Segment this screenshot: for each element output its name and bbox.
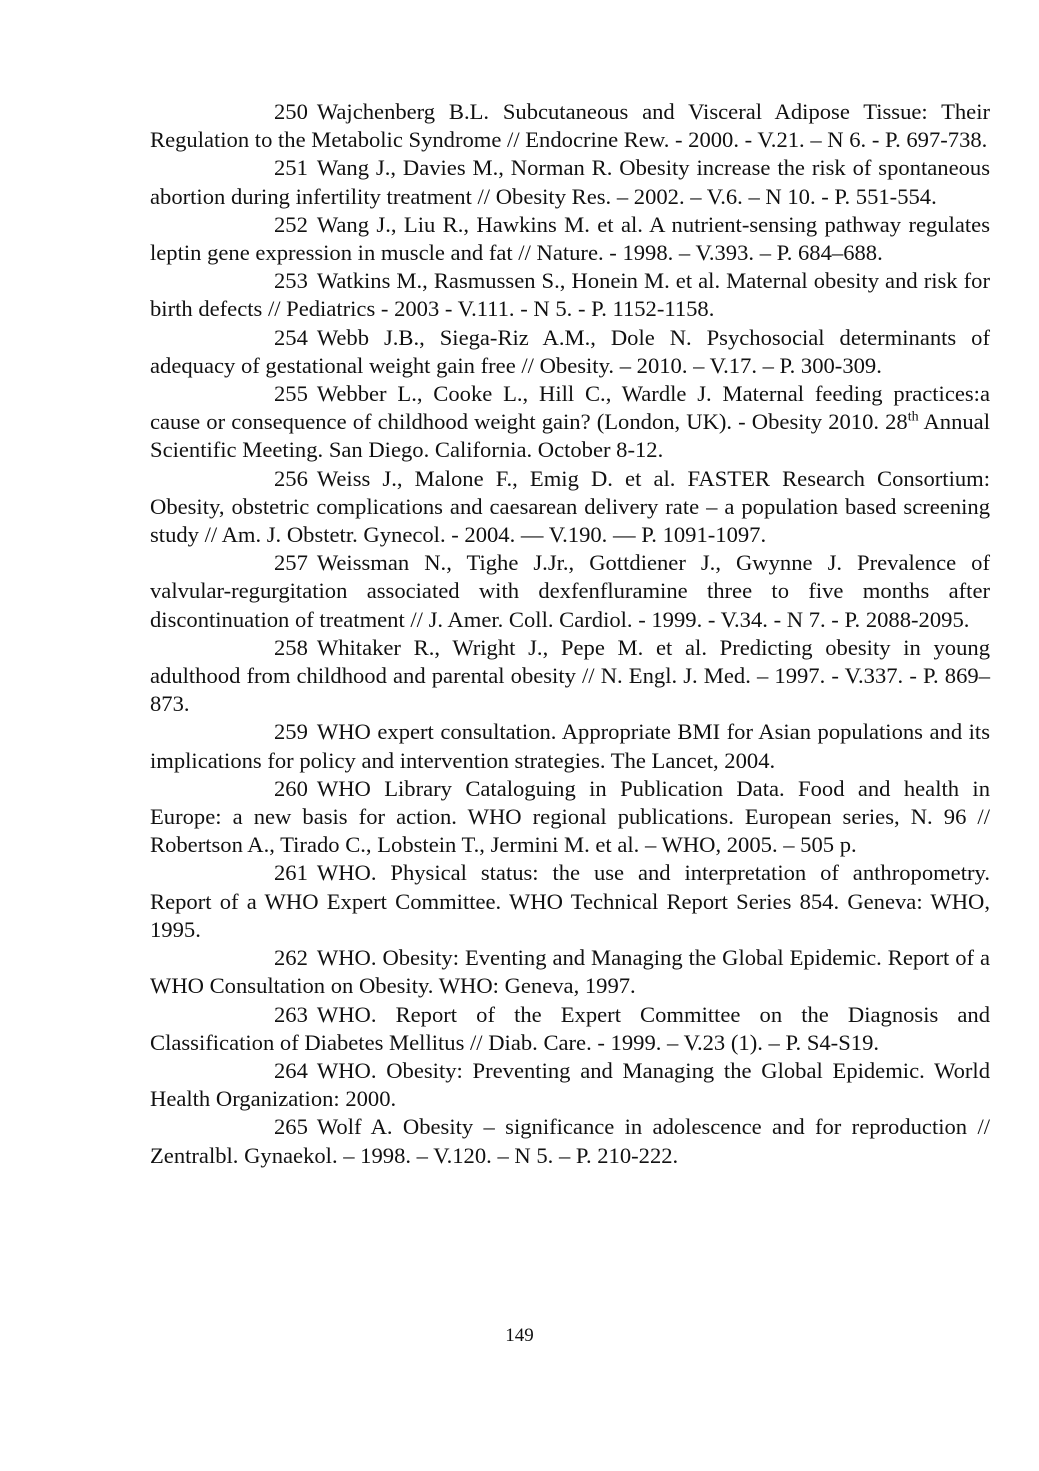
reference-item-261 xyxy=(150,859,990,944)
reference-text: WHO. Physical status: the use and interpretation of anthropometry. Report of a WHO Expert Committee. WHO Technical Report Series 854. Geneva: WHO, 1995. xyxy=(150,860,990,942)
reference-item-263 xyxy=(150,1001,990,1057)
reference-superscript: th xyxy=(907,409,919,425)
reference-number: 252 xyxy=(274,211,308,237)
page-number: 149 xyxy=(505,1325,534,1346)
reference-number: 259 xyxy=(274,719,308,745)
reference-text-tail: Annual Scientific Meeting. San Diego. California. October 8-12. xyxy=(150,409,990,463)
reference-text: Webber L., Cooke L., Hill C., Wardle J. Maternal feeding practices:a cause or consequence of childhood weight gain? (London, UK). - Obesity 2010. 28 xyxy=(150,381,990,435)
reference-item-253 xyxy=(150,267,990,323)
reference-number: 258 xyxy=(274,634,308,660)
reference-item-256 xyxy=(150,465,990,550)
reference-item-262 xyxy=(150,944,990,1000)
reference-text: Wang J., Liu R., Hawkins M. et al. A nutrient-sensing pathway regulates leptin gene expression in muscle and fat // Nature. - 1998. – V.393. – P. 684–688. xyxy=(150,211,990,266)
reference-item-252 xyxy=(150,211,990,267)
reference-item-257 xyxy=(150,549,990,634)
reference-number: 255 xyxy=(274,381,308,407)
reference-text: Wang J., Davies M., Norman R. Obesity increase the risk of spontaneous abortion during infertility treatment // Obesity Res. – 2002. – V.6. – N 10. - P. 551-554. xyxy=(150,155,990,209)
reference-number: 251 xyxy=(274,155,308,181)
reference-number: 261 xyxy=(274,860,308,886)
reference-text: WHO. Report of the Expert Committee on the Diagnosis and Classification of Diabetes Mellitus // Diab. Care. - 1999. – V.23 (1). – P. S4-S19. xyxy=(150,1001,990,1055)
reference-list xyxy=(150,98,990,1170)
reference-item-250 xyxy=(150,98,990,154)
reference-text: Wolf A. Obesity – significance in adolescence and for reproduction // Zentralbl. Gynaekol. – 1998. – V.120. – N 5. – P. 210-222. xyxy=(150,1114,990,1168)
reference-number: 260 xyxy=(274,775,308,801)
reference-number: 256 xyxy=(274,465,308,491)
reference-number: 250 xyxy=(274,99,308,124)
reference-number: 253 xyxy=(274,268,308,294)
reference-text: WHO. Obesity: Preventing and Managing the Global Epidemic. World Health Organization: 2000. xyxy=(150,1057,990,1112)
reference-item-255 xyxy=(150,380,990,465)
reference-number: 265 xyxy=(274,1114,308,1140)
reference-number: 264 xyxy=(274,1057,308,1083)
reference-text: WHO Library Cataloguing in Publication Data. Food and health in Europe: a new basis for action. WHO regional publications. European series, N. 96 // Robertson A., Tirado C., Lobstein T., Jermini M. et al. – WHO, 2005. – 505 p. xyxy=(150,775,990,858)
reference-text: WHO. Obesity: Eventing and Managing the Global Epidemic. Report of a WHO Consultation on Obesity. WHO: Geneva, 1997. xyxy=(150,945,990,999)
reference-number: 257 xyxy=(274,550,308,576)
reference-item-264 xyxy=(150,1057,990,1113)
reference-text: Webb J.B., Siega-Riz A.M., Dole N. Psychosocial determinants of adequacy of gestational weight gain free // Obesity. – 2010. – V.17. – P. 300-309. xyxy=(150,324,990,378)
reference-text: Whitaker R., Wright J., Pepe M. et al. Predicting obesity in young adulthood from childhood and parental obesity // N. Engl. J. Med. – 1997. - V.337. - P. 869–873. xyxy=(150,634,990,717)
reference-item-254 xyxy=(150,324,990,380)
reference-item-258 xyxy=(150,634,990,719)
reference-number: 263 xyxy=(274,1001,308,1027)
reference-text: WHO expert consultation. Appropriate BMI for Asian populations and its implications for policy and intervention strategies. The Lancet, 2004. xyxy=(150,719,990,773)
reference-text: Weiss J., Malone F., Emig D. et al. FASTER Research Consortium: Obesity, obstetric complications and caesarean delivery rate – a population based screening study // Am. J. Obstetr. Gynecol. - 2004. — V.190. — P. 1091-1097. xyxy=(150,465,990,548)
reference-number: 254 xyxy=(274,324,308,350)
reference-item-259 xyxy=(150,718,990,774)
reference-text: Watkins M., Rasmussen S., Honein M. et al. Maternal obesity and risk for birth defects // Pediatrics - 2003 - V.111. - N 5. - P. 1152-1158. xyxy=(150,268,990,322)
reference-item-251 xyxy=(150,154,990,210)
reference-text: Weissman N., Tighe J.Jr., Gottdiener J., Gwynne J. Prevalence of valvular-regurgitation associated with dexfenfluramine three to five months after discontinuation of treatment // J. Amer. Coll. Cardiol. - 1999. - V.34. - N 7. - P. 2088-2095. xyxy=(150,550,990,632)
reference-text: Wajchenberg B.L. Subcutaneous and Visceral Adipose Tissue: Their Regulation to the Metabolic Syndrome // Endocrine Rew. - 2000. - V.21. – N 6. - P. 697-738. xyxy=(150,99,990,153)
reference-item-260 xyxy=(150,775,990,860)
reference-item-265 xyxy=(150,1113,990,1169)
reference-number: 262 xyxy=(274,945,308,971)
